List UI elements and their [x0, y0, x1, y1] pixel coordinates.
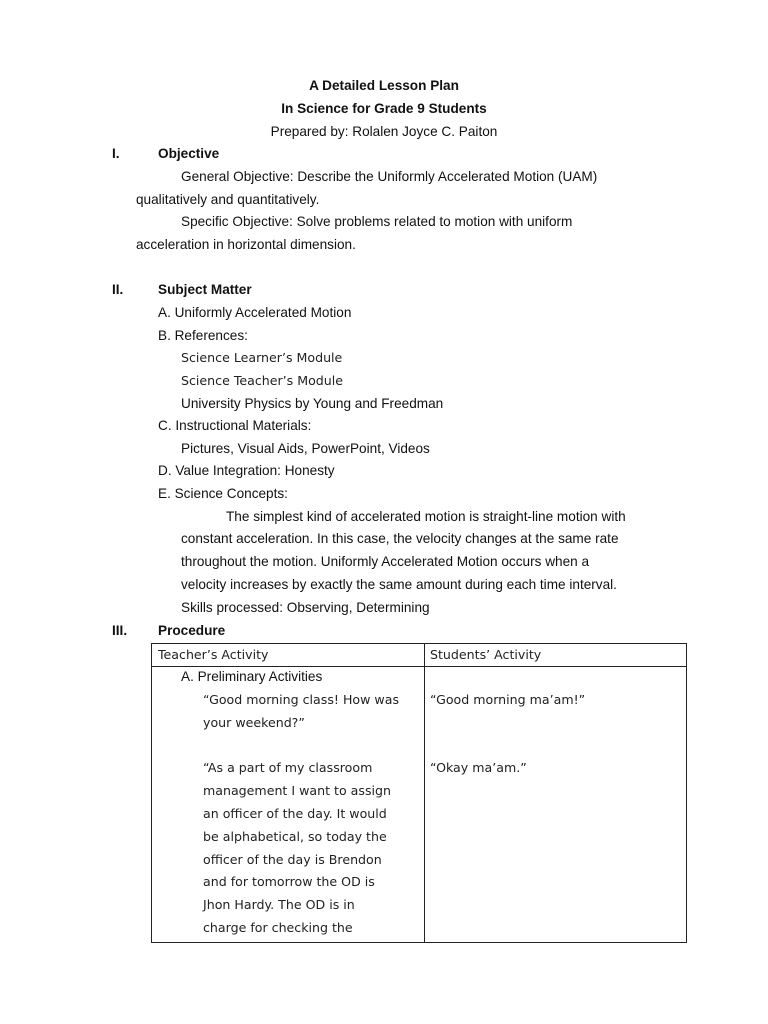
subject-item-e: E. Science Concepts:	[158, 486, 288, 501]
science-concept-line-4: velocity increases by exactly the same amount during each time interval.	[181, 577, 617, 592]
section-heading-subject-matter: Subject Matter	[158, 282, 252, 297]
teacher-line: management I want to assign	[203, 783, 391, 798]
science-concept-line-2: constant acceleration. In this case, the velocity changes at the same rate	[181, 531, 619, 546]
specific-objective-line-2: acceleration in horizontal dimension.	[136, 237, 356, 252]
instructional-materials-list: Pictures, Visual Aids, PowerPoint, Videos	[181, 441, 430, 456]
header-cell-teacher	[152, 644, 425, 667]
subject-item-b: B. References:	[158, 328, 248, 343]
section-numeral-subject-matter: II.	[112, 282, 124, 297]
student-line: “Good morning ma’am!”	[430, 692, 586, 707]
preliminary-activities-heading: A. Preliminary Activities	[181, 669, 323, 684]
general-objective-line-2: qualitatively and quantitatively.	[136, 192, 320, 207]
teacher-line: “As a part of my classroom	[203, 760, 373, 775]
teacher-line: and for tomorrow the OD is	[203, 874, 375, 889]
reference-teachers-module: Science Teacher’s Module	[181, 373, 344, 388]
reference-university-physics: University Physics by Young and Freedman	[181, 396, 444, 411]
table-header-row	[152, 644, 687, 667]
teacher-line: an officer of the day. It would	[203, 806, 387, 821]
skills-processed: Skills processed: Observing, Determining	[181, 600, 430, 615]
header-cell-students	[425, 644, 687, 667]
teacher-line: officer of the day is Brendon	[203, 852, 382, 867]
column-header-teacher-activity: Teacher’s Activity	[158, 647, 269, 662]
section-heading-objective: Objective	[158, 146, 220, 161]
table-row	[152, 667, 687, 943]
teacher-line: Jhon Hardy. The OD is in	[203, 897, 355, 912]
section-numeral-objective: I.	[112, 146, 120, 161]
reference-learners-module: Science Learner’s Module	[181, 350, 343, 365]
teacher-line: “Good morning class! How was	[203, 692, 400, 707]
document-subtitle: In Science for Grade 9 Students	[281, 101, 487, 116]
teacher-line: your weekend?”	[203, 715, 305, 730]
section-numeral-procedure: III.	[112, 623, 128, 638]
teacher-line: charge for checking the	[203, 920, 353, 935]
procedure-table	[151, 643, 687, 943]
document-title: A Detailed Lesson Plan	[309, 78, 459, 93]
prepared-by: Prepared by: Rolalen Joyce C. Paiton	[270, 124, 498, 139]
teacher-line: be alphabetical, so today the	[203, 829, 387, 844]
section-heading-procedure: Procedure	[158, 623, 226, 638]
general-objective-line-1: General Objective: Describe the Uniformly Accelerated Motion (UAM)	[181, 169, 598, 184]
science-concept-line-1: The simplest kind of accelerated motion is straight-line motion with	[226, 509, 626, 524]
teacher-activity-cell	[152, 667, 425, 943]
students-activity-cell	[425, 667, 687, 943]
subject-item-a: A. Uniformly Accelerated Motion	[158, 305, 352, 320]
science-concept-line-3: throughout the motion. Uniformly Accelerated Motion occurs when a	[181, 554, 590, 569]
specific-objective-line-1: Specific Objective: Solve problems related to motion with uniform	[181, 214, 573, 229]
subject-item-c: C. Instructional Materials:	[158, 418, 312, 433]
subject-item-d: D. Value Integration: Honesty	[158, 463, 335, 478]
column-header-students-activity: Students’ Activity	[430, 647, 542, 662]
student-line: “Okay ma’am.”	[430, 760, 527, 775]
